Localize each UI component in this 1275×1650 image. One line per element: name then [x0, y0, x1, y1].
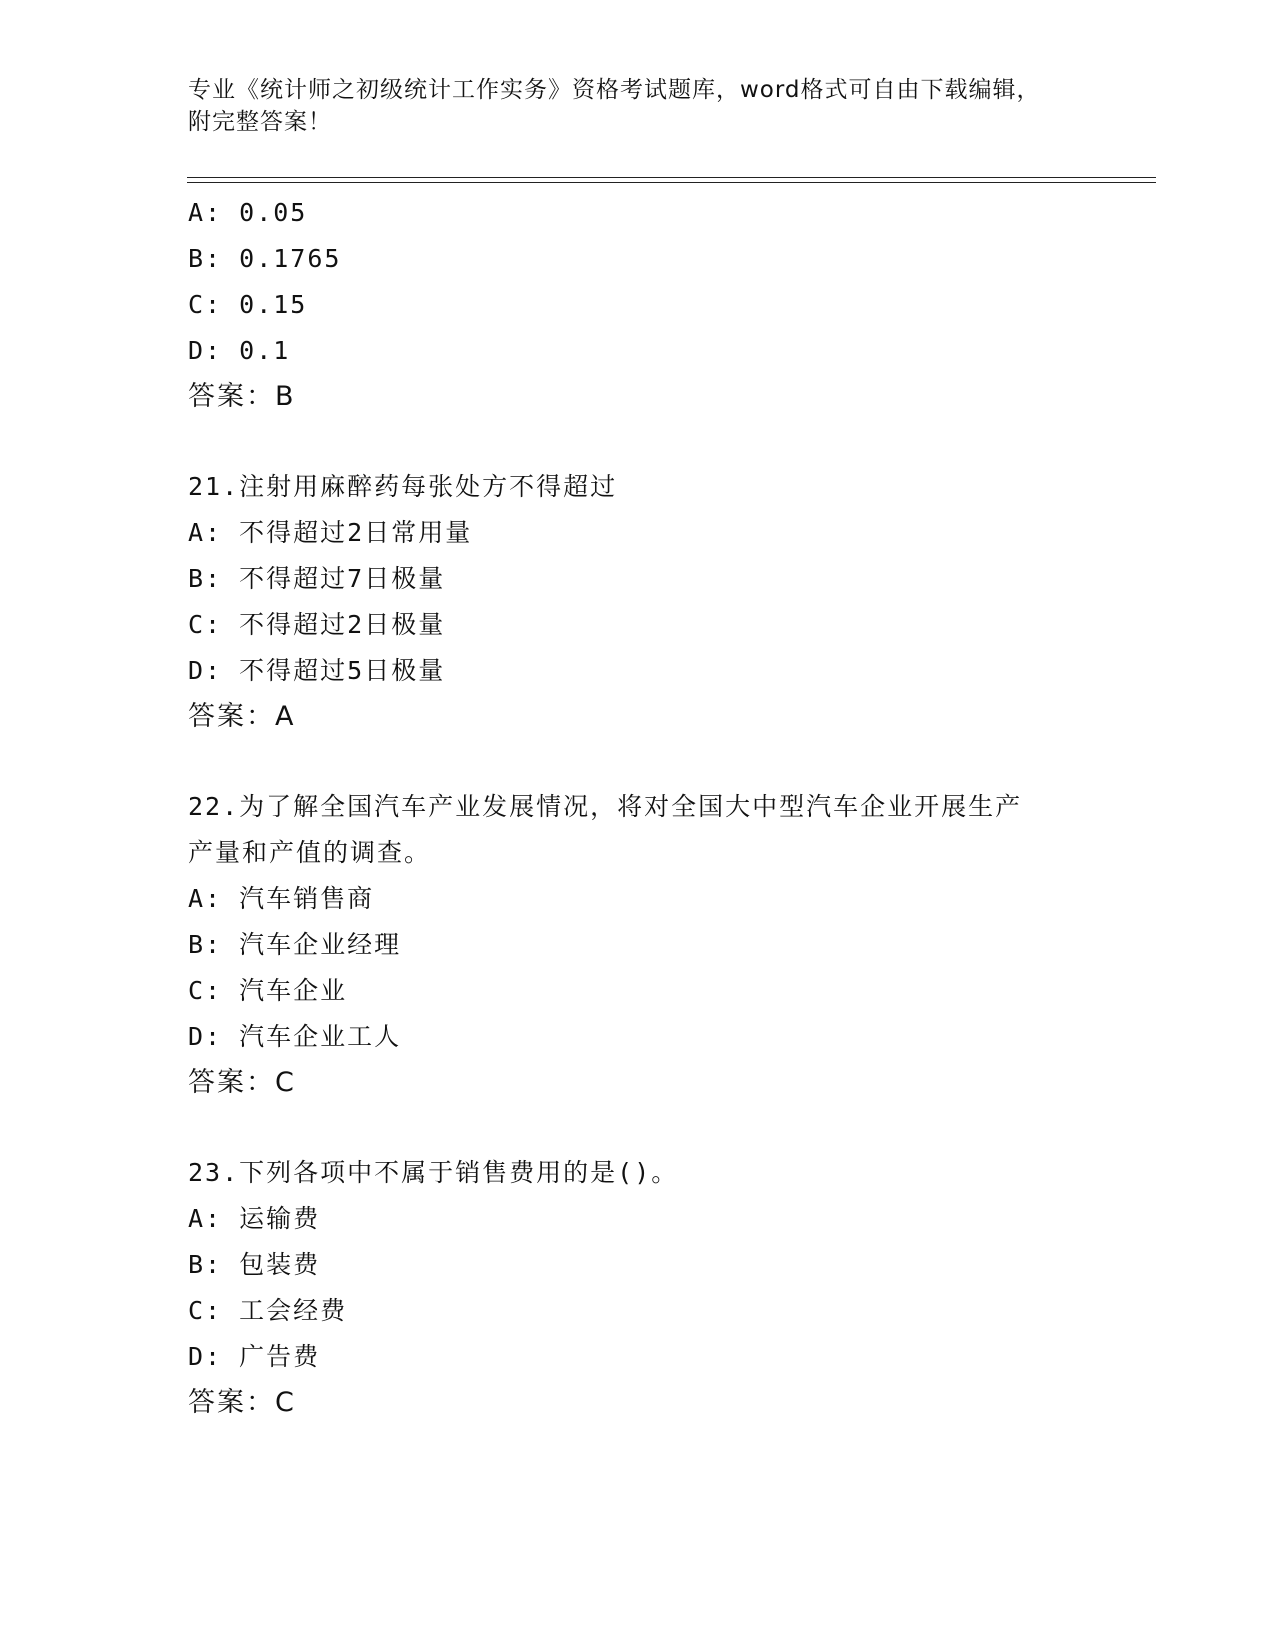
option-a: A: 0.05 — [188, 198, 308, 227]
option-d: D: 不得超过5日极量 — [188, 656, 446, 685]
option-a: A: 不得超过2日常用量 — [188, 518, 473, 547]
question-block-22 — [188, 784, 1088, 1106]
header-line-1: 专业《统计师之初级统计工作实务》资格考试题库，word格式可自由下载编辑， — [188, 77, 1041, 103]
header-line-2: 附完整答案！ — [188, 109, 332, 135]
answer-line: 答案：C — [188, 1067, 296, 1098]
header-divider-top — [187, 177, 1156, 178]
header-divider-bottom — [187, 182, 1156, 183]
document-header — [188, 74, 1088, 138]
question-block-23 — [188, 1150, 1088, 1426]
option-b: B: 不得超过7日极量 — [188, 564, 446, 593]
option-a: A: 汽车销售商 — [188, 884, 375, 913]
option-c: C: 不得超过2日极量 — [188, 610, 446, 639]
option-a: A: 运输费 — [188, 1204, 321, 1233]
option-d: D: 汽车企业工人 — [188, 1022, 402, 1051]
question-stem: 23.下列各项中不属于销售费用的是()。 — [188, 1158, 679, 1187]
answer-line: 答案：C — [188, 1387, 296, 1418]
option-b: B: 汽车企业经理 — [188, 930, 402, 959]
question-stem-continued: 产量和产值的调查。 — [188, 838, 432, 867]
option-d: D: 0.1 — [188, 336, 291, 365]
option-b: B: 包装费 — [188, 1250, 321, 1279]
option-c: C: 汽车企业 — [188, 976, 348, 1005]
answer-line: 答案：A — [188, 701, 296, 732]
question-stem: 22.为了解全国汽车产业发展情况，将对全国大中型汽车企业开展生产 — [188, 792, 1023, 821]
option-c: C: 0.15 — [188, 290, 308, 319]
question-list — [188, 190, 1088, 1426]
question-block-21 — [188, 464, 1088, 740]
question-stem: 21.注射用麻醉药每张处方不得超过 — [188, 472, 618, 501]
option-d: D: 广告费 — [188, 1342, 321, 1371]
question-block-prev — [188, 190, 1088, 420]
option-c: C: 工会经费 — [188, 1296, 348, 1325]
answer-line: 答案：B — [188, 381, 296, 412]
option-b: B: 0.1765 — [188, 244, 342, 273]
